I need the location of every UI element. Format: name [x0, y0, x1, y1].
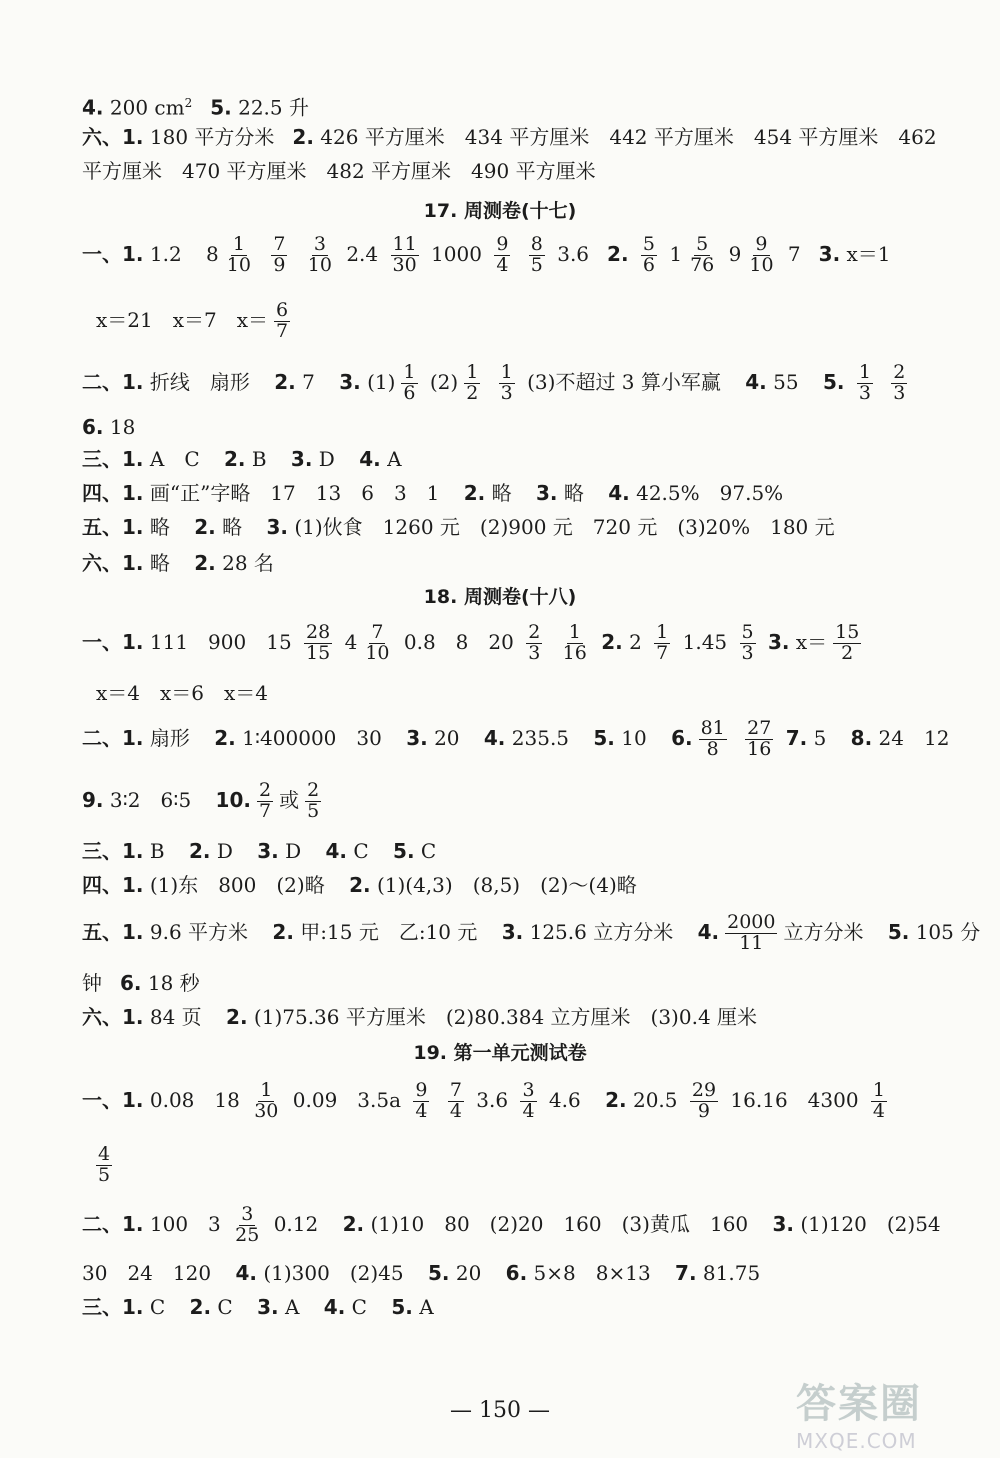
fraction: $\frac{27}{16}$	[747, 717, 772, 760]
fraction: $\frac{2000}{11}$	[727, 911, 776, 954]
fraction: $\frac{3}{4}$	[522, 1079, 535, 1122]
answer-line: 一、1. 1.2 8 $\frac{1}{10}$ $\frac{7}{9}$ $\frac{3}{10}$ 2.4 $\frac{11}{30}$ 1000 $\frac{9}{4}$ $\frac{8}{5}$ 3.6 2. $\frac{5}{6}$ 1 $\frac{5}{76}$ 9 $\frac{9}{10}$ 7 3. x＝1	[82, 233, 891, 276]
fraction: $\frac{3}{25}$	[235, 1203, 260, 1246]
fraction: $\frac{1}{30}$	[254, 1079, 279, 1122]
fraction: $\frac{7}{10}$	[365, 621, 390, 664]
fraction: $\frac{6}{7}$	[276, 299, 289, 342]
answer-line: 三、1. B 2. D 3. D 4. C 5. C	[82, 839, 437, 863]
fraction: $\frac{7}{9}$	[273, 233, 286, 276]
answer-line: 平方厘米 470 平方厘米 482 平方厘米 490 平方厘米	[82, 159, 596, 183]
fraction: $\frac{4}{5}$	[98, 1143, 111, 1186]
watermark-logo: 答案圈	[796, 1381, 922, 1427]
answer-line: 9. 3∶2 6∶5 10. $\frac{2}{7}$ 或 $\frac{2}{5}$	[82, 779, 320, 822]
fraction: $\frac{11}{30}$	[392, 233, 417, 276]
fraction: $\frac{1}{3}$	[500, 361, 513, 404]
answer-line: 三、1. C 2. C 3. A 4. C 5. A	[82, 1295, 434, 1319]
page-number: — 150 —	[450, 1398, 550, 1423]
fraction: $\frac{15}{2}$	[835, 621, 860, 664]
answer-line: 六、1. 180 平方分米 2. 426 平方厘米 434 平方厘米 442 平方厘米 454 平方厘米 462	[82, 125, 937, 149]
fraction: $\frac{2}{5}$	[307, 779, 320, 822]
fraction: $\frac{28}{15}$	[306, 621, 331, 664]
fraction: $\frac{5}{3}$	[741, 621, 754, 664]
answer-line: 二、1. 100 3 $\frac{3}{25}$ 0.12 2. (1)10 80 (2)20 160 (3)黄瓜 160 3. (1)120 (2)54	[82, 1203, 941, 1246]
fraction: $\frac{2}{3}$	[893, 361, 906, 404]
answer-line	[96, 1136, 118, 1192]
answer-line: 五、1. 9.6 平方米 2. 甲:15 元 乙:10 元 3. 125.6 立方分米 4. $\frac{2000}{11}$ 立方分米 5. 105 分	[82, 911, 981, 954]
answer-line: x＝21 x＝7 x＝ $\frac{6}{7}$	[96, 299, 289, 342]
answer-line: 二、1. 扇形 2. 1∶400000 30 3. 20 4. 235.5 5. 10 6. $\frac{81}{8}$ $\frac{27}{16}$ 7. 5 8. 24 12	[82, 717, 950, 760]
fraction: $\frac{7}{4}$	[449, 1079, 462, 1122]
answer-line: 五、1. 略 2. 略 3. (1)伙食 1260 元 (2)900 元 720 元 (3)20% 180 元	[82, 515, 835, 539]
answer-line: 四、1. (1)东 800 (2)略 2. (1)(4,3) (8,5) (2)～(4)略	[82, 873, 637, 897]
answer-line: 6. 18	[82, 415, 136, 439]
answer-line: 二、1. 折线 扇形 2. 7 3. (1) $\frac{1}{6}$ (2) $\frac{1}{2}$ $\frac{1}{3}$ (3)不超过 3 算小军赢 4. 55 5. $\frac{1}{3}$ $\frac{2}{3}$	[82, 361, 906, 404]
watermark	[796, 1372, 986, 1452]
section-title: 19. 第一单元测试卷	[413, 1042, 587, 1064]
answer-line: 六、1. 84 页 2. (1)75.36 平方厘米 (2)80.384 立方厘米 (3)0.4 厘米	[82, 1005, 758, 1029]
fraction: $\frac{3}{10}$	[307, 233, 332, 276]
fraction: $\frac{1}{10}$	[226, 233, 251, 276]
fraction: $\frac{1}{2}$	[466, 361, 479, 404]
fraction: $\frac{29}{9}$	[691, 1079, 717, 1122]
answer-line: 30 24 120 4. (1)300 (2)45 5. 20 6. 5×8 8×13 7. 81.75	[82, 1261, 761, 1285]
answer-line: 一、1. 111 900 15 $\frac{28}{15}$ 4 $\frac{7}{10}$ 0.8 8 20 $\frac{2}{3}$ $\frac{1}{16}$ 2. 2 $\frac{1}{7}$ 1.45 $\frac{5}{3}$ 3. x＝ $\frac{15}{2}$	[82, 621, 860, 664]
fraction: $\frac{5}{76}$	[690, 233, 715, 276]
fraction: $\frac{1}{6}$	[403, 361, 416, 404]
fraction: $\frac{1}{4}$	[872, 1079, 886, 1122]
fraction: $\frac{1}{7}$	[656, 621, 669, 664]
watermark-url: MXQE.COM	[796, 1429, 917, 1453]
fraction: $\frac{2}{3}$	[528, 621, 541, 664]
fraction: $\frac{8}{5}$	[530, 233, 543, 276]
fraction: $\frac{9}{4}$	[496, 233, 509, 276]
answer-line: 四、1. 画“正”字略 17 13 6 3 1 2. 略 3. 略 4. 42.5% 97.5%	[82, 481, 784, 505]
answer-line: 4. 200 $cm^2$ 5. 22.5 升	[82, 95, 309, 120]
answer-line: 一、1. 0.08 18 $\frac{1}{30}$ 0.09 3.5a $\frac{9}{4}$ $\frac{7}{4}$ 3.6 $\frac{3}{4}$ 4.6 2. 20.5 $\frac{29}{9}$ 16.16 4300 $\frac{1}{4}$	[82, 1079, 886, 1122]
fraction: $\frac{5}{6}$	[642, 233, 655, 276]
fraction: $\frac{1}{3}$	[858, 361, 871, 404]
fraction: $\frac{2}{7}$	[258, 779, 272, 822]
section-title: 17. 周测卷(十七)	[423, 200, 577, 222]
fraction: $\frac{1}{16}$	[562, 621, 587, 664]
answer-line: x＝4 x＝6 x＝4	[96, 681, 269, 705]
fraction: $\frac{81}{8}$	[700, 717, 725, 760]
answer-line: 三、1. A C 2. B 3. D 4. A	[82, 447, 402, 471]
section-title: 18. 周测卷(十八)	[423, 586, 577, 608]
fraction: $\frac{9}{4}$	[415, 1079, 428, 1122]
answer-line: 钟 6. 18 秒	[82, 971, 200, 995]
fraction: $\frac{9}{10}$	[749, 233, 774, 276]
answer-line: 六、1. 略 2. 28 名	[82, 551, 274, 575]
